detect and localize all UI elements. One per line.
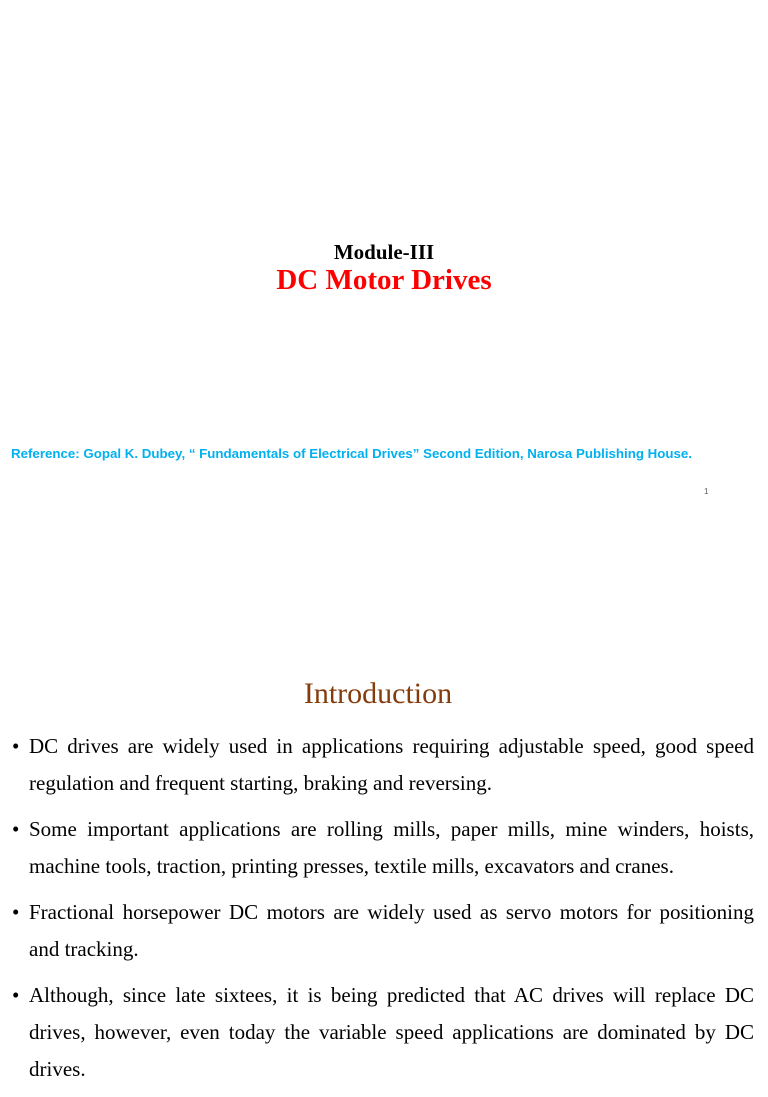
- bullet-dot: •: [12, 900, 20, 924]
- title-slide: [0, 0, 768, 512]
- bullet-text: DC drives are widely used in applications requiring adjustable speed, good speed regulation and frequent starting, braking and reversing.: [29, 734, 754, 795]
- bullet-list: [12, 728, 754, 1097]
- bullet-text: Although, since late sixtees, it is being predicted that AC drives will replace DC drives, however, even today the variable speed applications are dominated by DC drives.: [29, 983, 754, 1081]
- bullet-item: [12, 977, 754, 1088]
- bullet-item: [12, 894, 754, 968]
- introduction-slide: [0, 512, 768, 1081]
- bullet-dot: •: [12, 734, 20, 758]
- slide-title: DC Motor Drives: [276, 264, 492, 296]
- module-label: Module-III: [333, 240, 435, 264]
- bullet-text: Some important applications are rolling mills, paper mills, mine winders, hoists, machine tools, traction, printing presses, textile mills, excavators and cranes.: [29, 817, 754, 878]
- bullet-item: [12, 728, 754, 802]
- introduction-title: Introduction: [303, 677, 453, 710]
- bullet-dot: •: [12, 983, 20, 1007]
- bullet-dot: •: [12, 817, 20, 841]
- bullet-text: Fractional horsepower DC motors are widely used as servo motors for positioning and tracking.: [29, 900, 754, 961]
- page-number: 1: [704, 487, 709, 496]
- reference-text: Reference: Gopal K. Dubey, “ Fundamentals of Electrical Drives” Second Edition, Narosa Publishing House.: [11, 446, 692, 461]
- bullet-item: [12, 811, 754, 885]
